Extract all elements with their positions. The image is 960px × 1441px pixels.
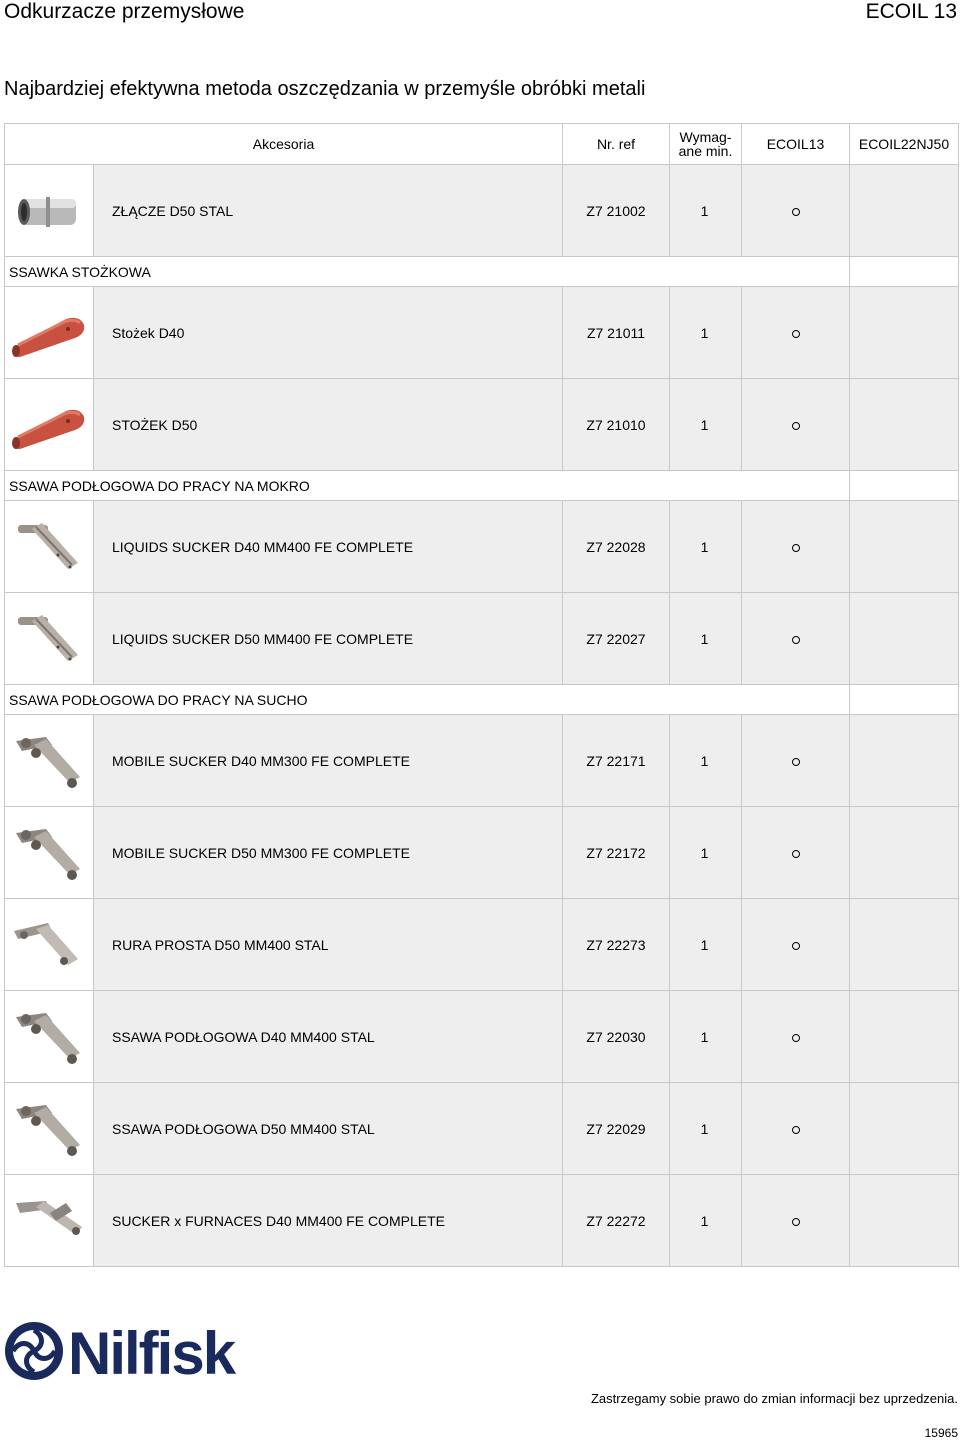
- ecoil22nj50-compatibility: [850, 165, 959, 257]
- ecoil22nj50-compatibility: [850, 807, 959, 899]
- ecoil13-compatibility: [742, 1175, 850, 1267]
- floor-nozzle-icon: [6, 601, 92, 677]
- accessory-row: [5, 1083, 959, 1175]
- accessory-name: LIQUIDS SUCKER D50 MM400 FE COMPLETE: [94, 593, 563, 685]
- page-number: 15965: [924, 1426, 958, 1440]
- product-image-cell: [5, 1175, 94, 1267]
- accessory-row: [5, 379, 959, 471]
- ecoil22nj50-compatibility: [850, 1083, 959, 1175]
- table-header-row: [5, 124, 959, 165]
- red-cone-nozzle-icon: [6, 387, 92, 463]
- column-header-ecoil13: ECOIL13: [742, 124, 850, 165]
- min-quantity: 1: [670, 899, 742, 991]
- min-quantity: 1: [670, 1175, 742, 1267]
- accessory-name: STOŻEK D50: [94, 379, 563, 471]
- connector-pipe-icon: [6, 173, 92, 249]
- disclaimer-text: Zastrzegamy sobie prawo do zmian informacji bez uprzedzenia.: [590, 1391, 958, 1406]
- ecoil22nj50-compatibility: [850, 287, 959, 379]
- compatible-ring-icon: [792, 758, 800, 766]
- compatible-ring-icon: [792, 1034, 800, 1042]
- accessory-row: [5, 899, 959, 991]
- category-empty-cell: [850, 685, 959, 715]
- category-empty-cell: [850, 471, 959, 501]
- min-quantity: 1: [670, 715, 742, 807]
- reference-number: Z7 22028: [563, 501, 670, 593]
- ecoil13-compatibility: [742, 379, 850, 471]
- accessory-row: [5, 991, 959, 1083]
- nilfisk-wordmark: Nilfisk: [68, 1320, 235, 1384]
- ecoil22nj50-compatibility: [850, 379, 959, 471]
- document-section-title: Odkurzacze przemysłowe: [4, 0, 245, 23]
- reference-number: Z7 21010: [563, 379, 670, 471]
- reference-number: Z7 22029: [563, 1083, 670, 1175]
- ecoil22nj50-compatibility: [850, 501, 959, 593]
- accessory-name: MOBILE SUCKER D50 MM300 FE COMPLETE: [94, 807, 563, 899]
- ecoil13-compatibility: [742, 165, 850, 257]
- ecoil13-compatibility: [742, 807, 850, 899]
- ecoil13-compatibility: [742, 715, 850, 807]
- ecoil22nj50-compatibility: [850, 899, 959, 991]
- column-header-min-required: [670, 124, 742, 165]
- category-row: [5, 685, 959, 715]
- accessory-row: [5, 715, 959, 807]
- reference-number: Z7 22172: [563, 807, 670, 899]
- wheeled-floor-nozzle-icon: [6, 999, 92, 1075]
- compatible-ring-icon: [792, 1218, 800, 1226]
- ecoil22nj50-compatibility: [850, 1175, 959, 1267]
- accessory-name: SSAWA PODŁOGOWA D50 MM400 STAL: [94, 1083, 563, 1175]
- accessory-row: [5, 165, 959, 257]
- nilfisk-emblem-icon: [5, 1322, 63, 1380]
- accessory-row: [5, 501, 959, 593]
- column-header-min-line2: ane min.: [678, 143, 733, 159]
- category-row: [5, 471, 959, 501]
- product-image-cell: [5, 165, 94, 257]
- column-header-ref: Nr. ref: [563, 124, 670, 165]
- min-quantity: 1: [670, 165, 742, 257]
- reference-number: Z7 22171: [563, 715, 670, 807]
- floor-nozzle-icon: [6, 509, 92, 585]
- wheeled-floor-nozzle-icon: [6, 815, 92, 891]
- compatible-ring-icon: [792, 850, 800, 858]
- wheeled-floor-nozzle-icon: [6, 723, 92, 799]
- compatible-ring-icon: [792, 942, 800, 950]
- category-row: [5, 257, 959, 287]
- column-header-ecoil22nj50: ECOIL22NJ50: [850, 124, 959, 165]
- accessory-row: [5, 287, 959, 379]
- min-quantity: 1: [670, 991, 742, 1083]
- ecoil13-compatibility: [742, 287, 850, 379]
- accessory-name: RURA PROSTA D50 MM400 STAL: [94, 899, 563, 991]
- min-quantity: 1: [670, 1083, 742, 1175]
- category-label: SSAWKA STOŻKOWA: [5, 257, 850, 287]
- category-label: SSAWA PODŁOGOWA DO PRACY NA MOKRO: [5, 471, 850, 501]
- reference-number: Z7 22273: [563, 899, 670, 991]
- wheeled-floor-nozzle-icon: [6, 1091, 92, 1167]
- product-image-cell: [5, 379, 94, 471]
- compatible-ring-icon: [792, 422, 800, 430]
- ecoil13-compatibility: [742, 899, 850, 991]
- column-header-accessories: Akcesoria: [5, 124, 563, 165]
- ecoil13-compatibility: [742, 991, 850, 1083]
- product-image-cell: [5, 991, 94, 1083]
- min-quantity: 1: [670, 593, 742, 685]
- accessory-name: LIQUIDS SUCKER D40 MM400 FE COMPLETE: [94, 501, 563, 593]
- ecoil13-compatibility: [742, 501, 850, 593]
- accessory-name: ZŁĄCZE D50 STAL: [94, 165, 563, 257]
- accessory-name: Stożek D40: [94, 287, 563, 379]
- accessory-name: MOBILE SUCKER D40 MM300 FE COMPLETE: [94, 715, 563, 807]
- product-image-cell: [5, 593, 94, 685]
- min-quantity: 1: [670, 807, 742, 899]
- column-header-min-line1: Wymag-: [679, 129, 732, 145]
- product-model-title: ECOIL 13: [865, 0, 957, 23]
- ecoil22nj50-compatibility: [850, 991, 959, 1083]
- accessory-name: SSAWA PODŁOGOWA D40 MM400 STAL: [94, 991, 563, 1083]
- accessory-name: SUCKER x FURNACES D40 MM400 FE COMPLETE: [94, 1175, 563, 1267]
- ecoil13-compatibility: [742, 593, 850, 685]
- compatible-ring-icon: [792, 208, 800, 216]
- nilfisk-logo: [4, 1318, 308, 1384]
- product-image-cell: [5, 1083, 94, 1175]
- compatible-ring-icon: [792, 1126, 800, 1134]
- reference-number: Z7 22272: [563, 1175, 670, 1267]
- product-image-cell: [5, 807, 94, 899]
- ecoil13-compatibility: [742, 1083, 850, 1175]
- accessory-row: [5, 1175, 959, 1267]
- category-label: SSAWA PODŁOGOWA DO PRACY NA SUCHO: [5, 685, 850, 715]
- category-empty-cell: [850, 257, 959, 287]
- reference-number: Z7 21011: [563, 287, 670, 379]
- min-quantity: 1: [670, 379, 742, 471]
- ecoil22nj50-compatibility: [850, 593, 959, 685]
- min-quantity: 1: [670, 501, 742, 593]
- furnace-nozzle-icon: [6, 1183, 92, 1259]
- straight-pipe-nozzle-icon: [6, 907, 92, 983]
- reference-number: Z7 22030: [563, 991, 670, 1083]
- product-image-cell: [5, 501, 94, 593]
- reference-number: Z7 21002: [563, 165, 670, 257]
- reference-number: Z7 22027: [563, 593, 670, 685]
- product-image-cell: [5, 287, 94, 379]
- accessories-table: [4, 123, 959, 1267]
- product-image-cell: [5, 899, 94, 991]
- compatible-ring-icon: [792, 330, 800, 338]
- compatible-ring-icon: [792, 544, 800, 552]
- ecoil22nj50-compatibility: [850, 715, 959, 807]
- product-image-cell: [5, 715, 94, 807]
- compatible-ring-icon: [792, 636, 800, 644]
- accessory-row: [5, 807, 959, 899]
- red-cone-nozzle-icon: [6, 295, 92, 371]
- min-quantity: 1: [670, 287, 742, 379]
- accessory-row: [5, 593, 959, 685]
- page-subtitle: Najbardziej efektywna metoda oszczędzania w przemyśle obróbki metali: [4, 78, 646, 100]
